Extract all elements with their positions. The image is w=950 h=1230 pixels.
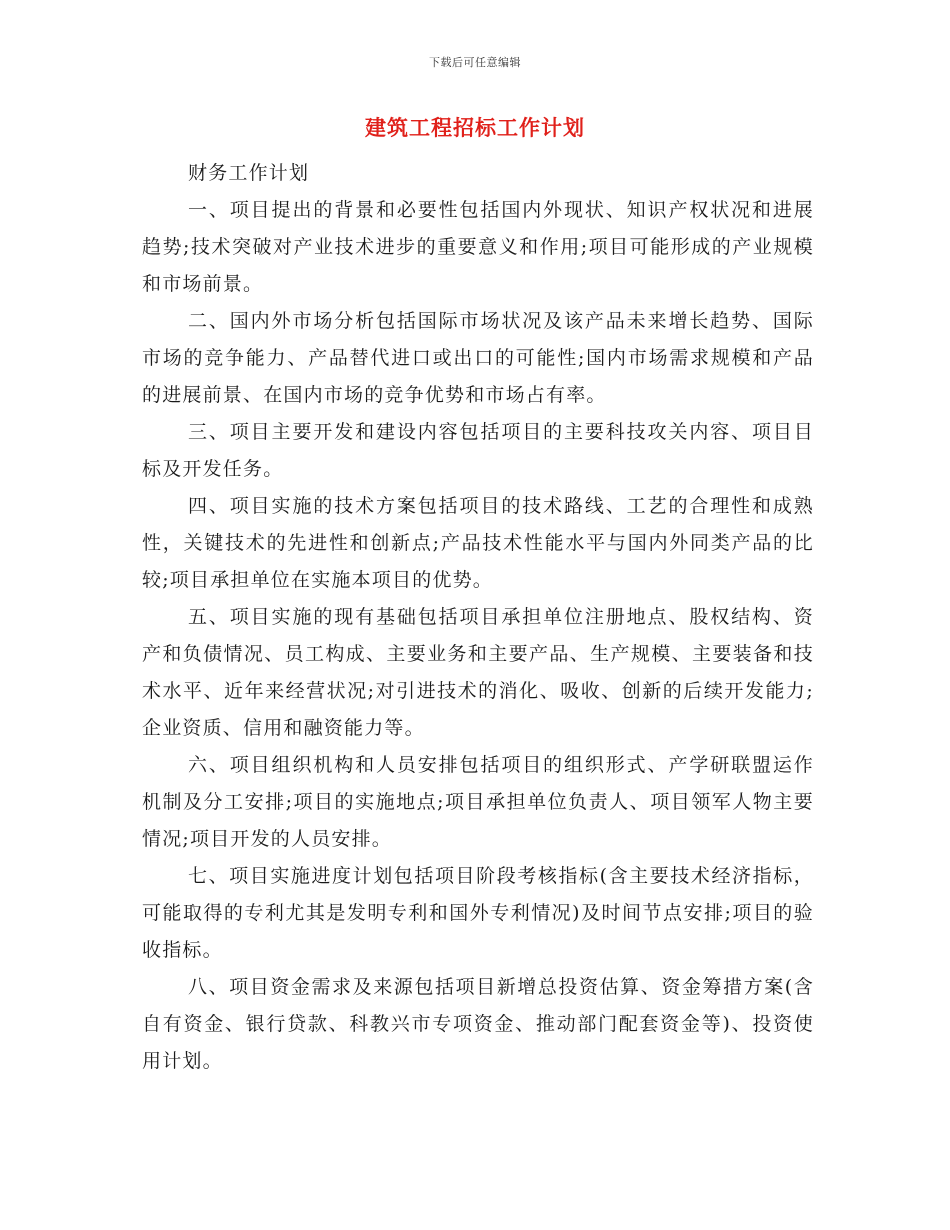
paragraph: 六、项目组织机构和人员安排包括项目的组织形式、产学研联盟运作机制及分工安排;项目的实施地点;项目承担单位负责人、项目领军人物主要情况;项目开发的人员安排。 (142, 754, 814, 850)
document-body (142, 155, 814, 1080)
document-title: 建筑工程招标工作计划 (365, 115, 585, 140)
paragraph: 八、项目资金需求及来源包括项目新增总投资估算、资金筹措方案(含自有资金、银行贷款、科教兴市专项资金、推动部门配套资金等)、投资使用计划。 (142, 976, 814, 1072)
paragraph: 七、项目实施进度计划包括项目阶段考核指标(含主要技术经济指标，可能取得的专利尤其是发明专利和国外专利情况)及时间节点安排;项目的验收指标。 (142, 865, 814, 961)
paragraph: 一、项目提出的背景和必要性包括国内外现状、知识产权状况和进展趋势;技术突破对产业技术进步的重要意义和作用;项目可能形成的产业规模和市场前景。 (142, 199, 814, 295)
paragraph-subtitle: 财务工作计划 (188, 162, 310, 184)
header-note: 下载后可任意编辑 (429, 56, 521, 69)
paragraph: 四、项目实施的技术方案包括项目的技术路线、工艺的合理性和成熟性，关键技术的先进性和创新点;产品技术性能水平与国内外同类产品的比较;项目承担单位在实施本项目的优势。 (142, 495, 814, 591)
paragraph: 二、国内外市场分析包括国际市场状况及该产品未来增长趋势、国际市场的竞争能力、产品替代进口或出口的可能性;国内市场需求规模和产品的进展前景、在国内市场的竞争优势和市场占有率。 (142, 310, 814, 406)
paragraph: 三、项目主要开发和建设内容包括项目的主要科技攻关内容、项目目标及开发任务。 (142, 421, 814, 480)
paragraph: 五、项目实施的现有基础包括项目承担单位注册地点、股权结构、资产和负债情况、员工构成、主要业务和主要产品、生产规模、主要装备和技术水平、近年来经营状况;对引进技术的消化、吸收、创新的后续开发能力;企业资质、信用和融资能力等。 (142, 606, 814, 739)
